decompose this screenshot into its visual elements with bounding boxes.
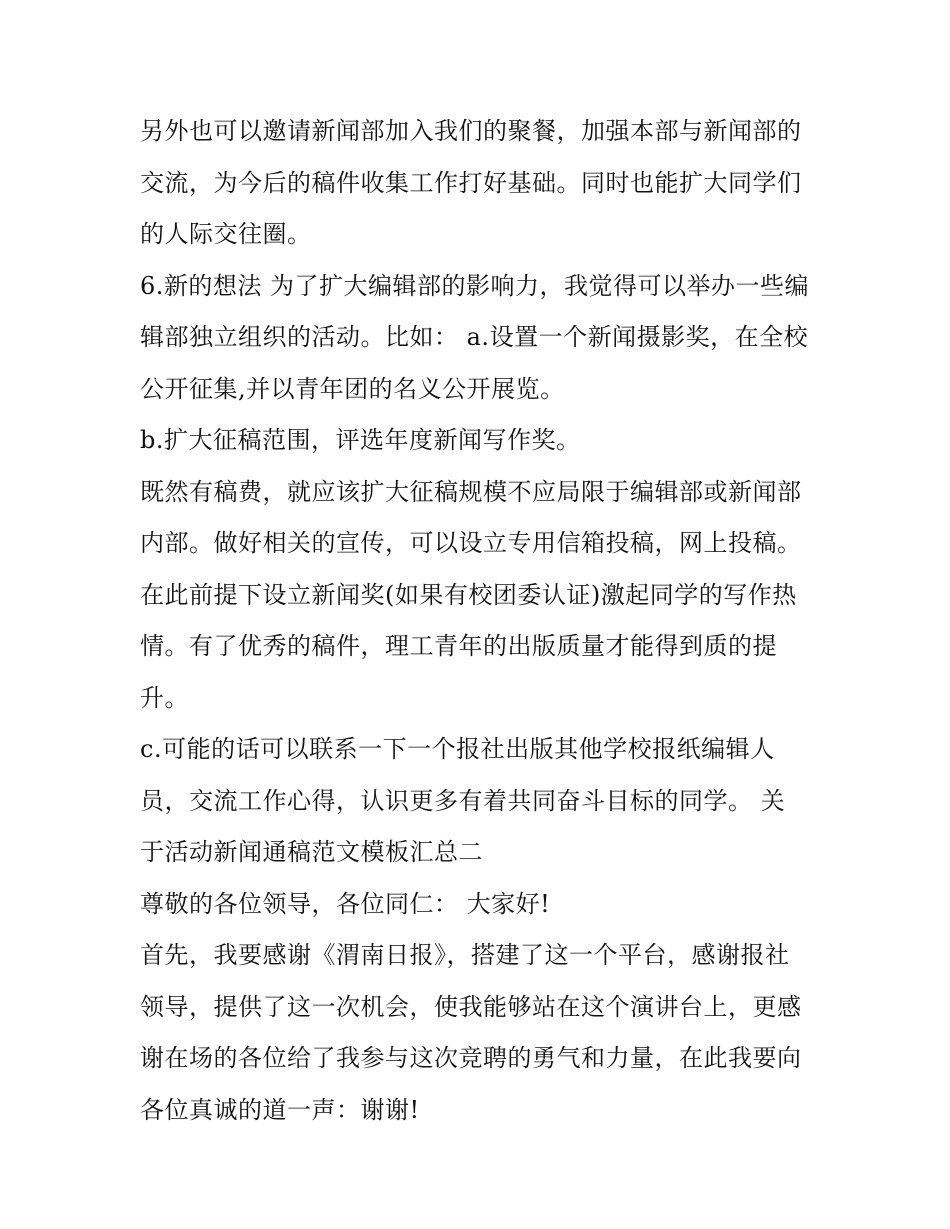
text-line: 谢在场的各位给了我参与这次竞聘的勇气和力量，在此我要向 xyxy=(140,1044,802,1072)
text-line: 领导，提供了这一次机会，使我能够站在这个演讲台上，更感 xyxy=(140,992,802,1021)
text-line: b.扩大征稿范围，评选年度新闻写作奖。 xyxy=(140,426,581,454)
text-line: 交流，为今后的稿件收集工作打好基础。同时也能扩大同学们 xyxy=(140,168,802,197)
text-line: 于活动新闻通稿范文模板汇总二 xyxy=(140,838,483,866)
text-line: 在此前提下设立新闻奖(如果有校团委认证)激起同学的写作热 xyxy=(140,580,797,609)
text-line: c.可能的话可以联系一下一个报社出版其他学校报纸编辑人 xyxy=(140,735,775,763)
text-line: 公开征集,并以青年团的名义公开展览。 xyxy=(140,374,565,403)
text-line: 尊敬的各位领导，各位同仁： 大家好! xyxy=(140,889,551,918)
body-text xyxy=(140,106,840,1136)
text-line: 既然有稿费，就应该扩大征稿规模不应局限于编辑部或新闻部 xyxy=(140,477,802,506)
text-line: 员，交流工作心得，认识更多有着共同奋斗目标的同学。 关 xyxy=(140,786,786,815)
text-line: 的人际交往圈。 xyxy=(140,220,312,248)
text-line: 首先，我要感谢《渭南日报》，搭建了这一个平台，感谢报社 xyxy=(140,941,790,969)
text-line: 情。有了优秀的稿件，理工青年的出版质量才能得到质的提 xyxy=(140,632,777,660)
text-line: 6.新的想法 为了扩大编辑部的影响力，我觉得可以举办一些编 xyxy=(140,271,810,300)
text-line: 升。 xyxy=(140,683,189,712)
text-line: 内部。做好相关的宣传，可以设立专用信箱投稿，网上投稿。 xyxy=(140,529,802,557)
text-line: 辑部独立组织的活动。比如： a.设置一个新闻摄影奖，在全校 xyxy=(140,323,809,351)
text-line: 另外也可以邀请新闻部加入我们的聚餐，加强本部与新闻部的 xyxy=(140,117,802,145)
text-line: 各位真诚的道一声：谢谢! xyxy=(140,1095,420,1124)
